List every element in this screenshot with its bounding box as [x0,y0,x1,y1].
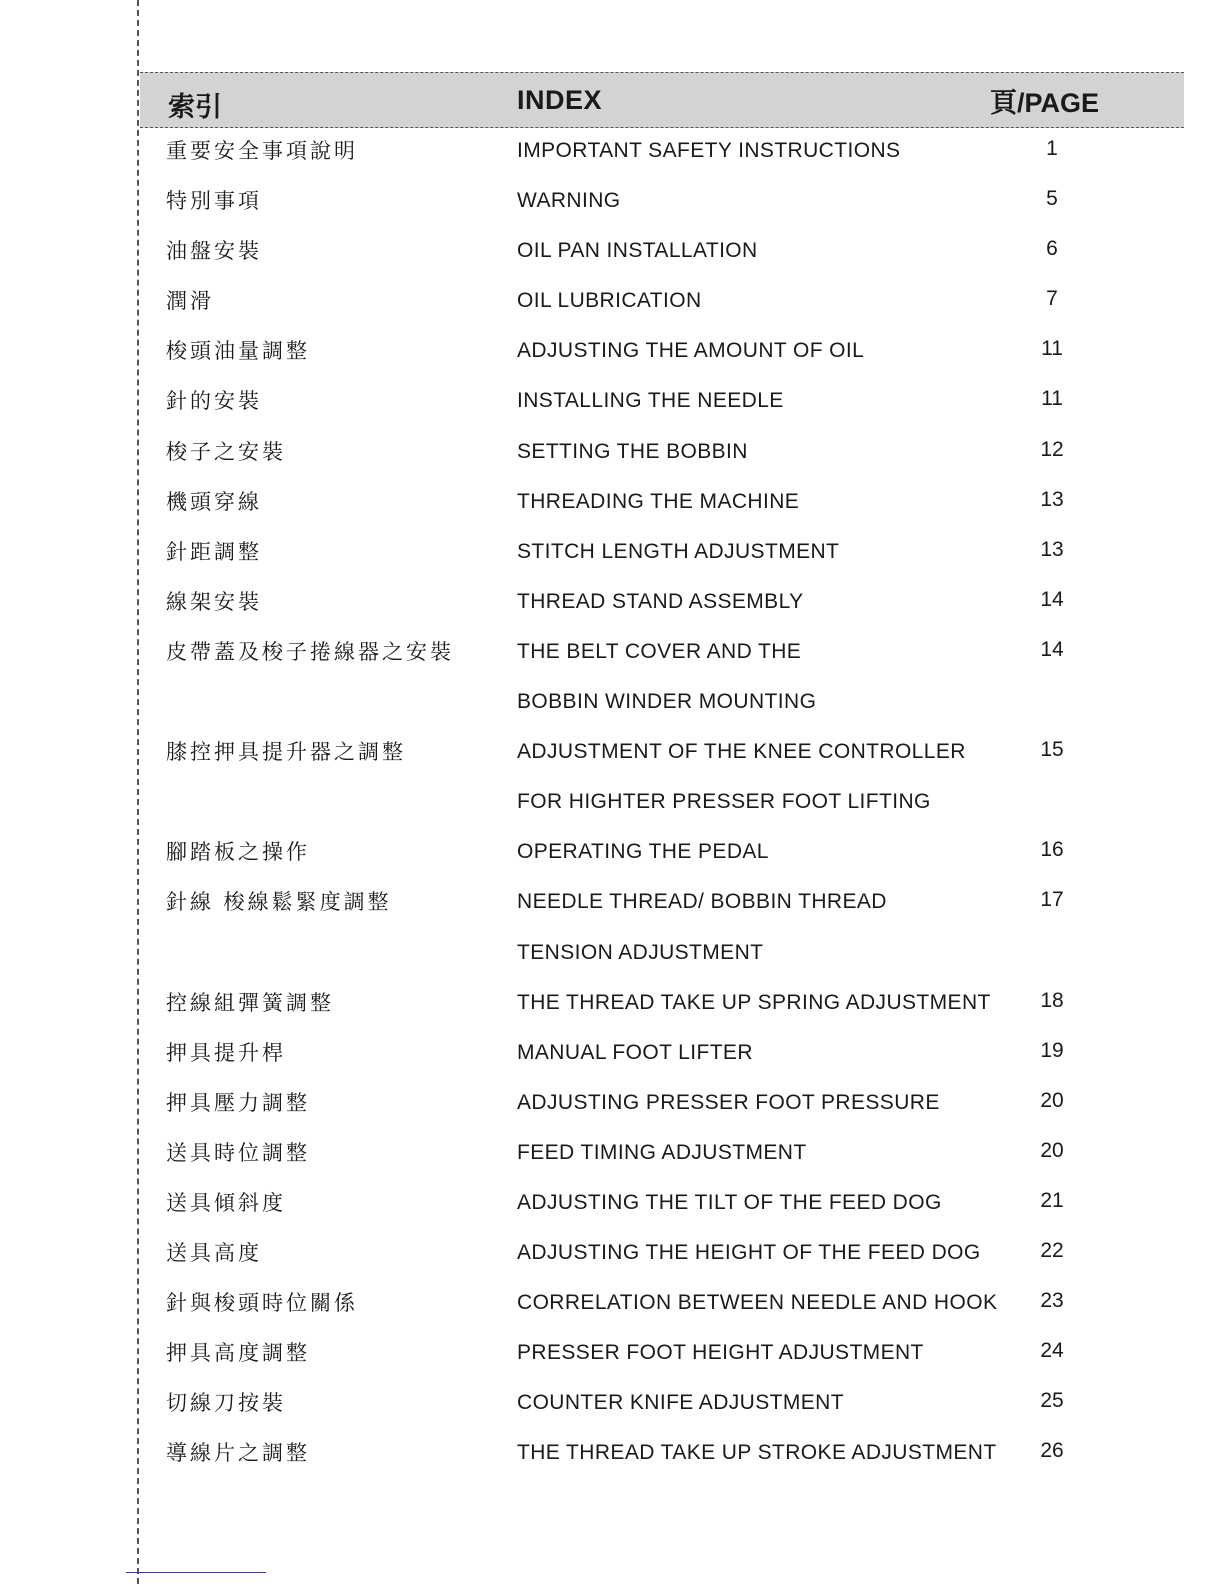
entry-page-number: 20 [1040,1088,1064,1112]
entry-chinese-title: 送具時位調整 [166,1140,310,1165]
entry-english-title: THE BELT COVER AND THE [517,639,802,663]
index-row [0,1439,1224,1489]
entry-english-title: FOR HIGHTER PRESSER FOOT LIFTING [517,790,931,814]
entry-chinese-title: 針距調整 [166,539,262,564]
entry-chinese-title: 膝控押具提升器之調整 [166,740,406,765]
entry-chinese-title: 送具傾斜度 [166,1190,286,1215]
entry-english-title: THE THREAD TAKE UP SPRING ADJUSTMENT [517,990,991,1014]
entry-page-number: 7 [1046,287,1058,311]
index-row [0,989,1224,1039]
entry-page-number: 21 [1040,1188,1064,1212]
header-english-title: INDEX [517,85,603,115]
entry-english-title: ADJUSTING THE TILT OF THE FEED DOG [517,1190,942,1214]
entry-page-number: 12 [1040,437,1064,461]
header-page-label: 頁/PAGE [990,88,1100,118]
index-row [0,1239,1224,1289]
entry-chinese-title: 針的安裝 [166,389,262,414]
index-row [0,137,1224,187]
entry-chinese-title: 梭子之安裝 [166,439,286,464]
entry-page-number: 15 [1040,738,1064,762]
entry-page-number: 5 [1046,187,1058,211]
entry-page-number: 14 [1040,587,1064,611]
entry-page-number: 20 [1040,1138,1064,1162]
entry-english-title: NEEDLE THREAD/ BOBBIN THREAD [517,890,887,914]
entry-page-number: 13 [1040,537,1064,561]
index-row [0,488,1224,538]
index-row [0,939,1224,989]
index-row [0,638,1224,688]
index-row [0,1139,1224,1189]
index-row [0,1289,1224,1339]
header-chinese-title: 索引 [168,92,222,123]
entry-english-title: STITCH LENGTH ADJUSTMENT [517,539,840,563]
entry-page-number: 17 [1040,888,1064,912]
entry-english-title: THE THREAD TAKE UP STROKE ADJUSTMENT [517,1441,997,1465]
entry-english-title: FEED TIMING ADJUSTMENT [517,1140,807,1164]
index-row [0,1189,1224,1239]
entry-english-title: OIL PAN INSTALLATION [517,239,758,263]
entry-english-title: OIL LUBRICATION [517,289,702,313]
entry-chinese-title: 皮帶蓋及梭子捲線器之安裝 [166,639,454,664]
index-row [0,838,1224,888]
entry-english-title: COUNTER KNIFE ADJUSTMENT [517,1391,844,1415]
entry-chinese-title: 針與梭頭時位關係 [166,1291,358,1316]
entry-chinese-title: 控線組彈簧調整 [166,990,334,1015]
entry-english-title: TENSION ADJUSTMENT [517,940,764,964]
index-row [0,1339,1224,1389]
entry-page-number: 6 [1046,237,1058,261]
entry-page-number: 11 [1041,337,1063,361]
entry-chinese-title: 特別事項 [166,189,262,214]
entry-chinese-title: 針線 梭線鬆緊度調整 [166,890,392,915]
entry-english-title: WARNING [517,189,621,213]
entry-chinese-title: 機頭穿線 [166,489,262,514]
footer-rule [126,1572,266,1573]
entry-english-title: CORRELATION BETWEEN NEEDLE AND HOOK [517,1291,998,1315]
index-row [0,187,1224,237]
entry-page-number: 23 [1040,1289,1064,1313]
entry-english-title: THREADING THE MACHINE [517,489,800,513]
index-row [0,438,1224,488]
entry-chinese-title: 線架安裝 [166,589,262,614]
entry-page-number: 14 [1040,637,1064,661]
entry-page-number: 1 [1046,137,1058,160]
entry-chinese-title: 押具壓力調整 [166,1090,310,1115]
entry-english-title: INSTALLING THE NEEDLE [517,389,784,413]
entry-chinese-title: 重要安全事項說明 [166,139,358,163]
entry-chinese-title: 導線片之調整 [166,1441,310,1466]
entry-english-title: SETTING THE BOBBIN [517,439,748,463]
entry-page-number: 26 [1040,1439,1064,1463]
entry-chinese-title: 腳踏板之操作 [166,840,310,865]
entry-chinese-title: 梭頭油量調整 [166,339,310,364]
entry-english-title: PRESSER FOOT HEIGHT ADJUSTMENT [517,1341,924,1365]
index-row [0,237,1224,287]
index-row [0,287,1224,337]
entry-page-number: 22 [1040,1239,1064,1263]
index-header [140,72,1184,128]
entry-chinese-title: 押具高度調整 [166,1341,310,1366]
index-row [0,738,1224,788]
index-row [0,788,1224,838]
index-row [0,538,1224,588]
entry-page-number: 25 [1040,1389,1064,1413]
index-row [0,1389,1224,1439]
index-row [0,688,1224,738]
entry-chinese-title: 押具提升桿 [166,1040,286,1065]
index-row [0,1039,1224,1089]
entry-page-number: 18 [1040,988,1064,1012]
entry-page-number: 19 [1040,1038,1064,1062]
index-row [0,387,1224,437]
index-list [0,137,1224,1490]
entry-english-title: ADJUSTMENT OF THE KNEE CONTROLLER [517,740,966,764]
index-row [0,888,1224,938]
entry-english-title: ADJUSTING THE AMOUNT OF OIL [517,339,865,363]
entry-chinese-title: 切線刀按裝 [166,1391,286,1416]
entry-chinese-title: 潤滑 [166,289,214,314]
entry-english-title: THREAD STAND ASSEMBLY [517,589,804,613]
entry-page-number: 24 [1040,1339,1064,1363]
entry-page-number: 16 [1040,838,1064,862]
entry-page-number: 13 [1040,487,1064,511]
entry-english-title: MANUAL FOOT LIFTER [517,1040,753,1064]
entry-page-number: 11 [1041,387,1063,411]
entry-chinese-title: 油盤安裝 [166,239,262,264]
index-row [0,588,1224,638]
index-row [0,337,1224,387]
entry-english-title: BOBBIN WINDER MOUNTING [517,690,817,714]
entry-english-title: ADJUSTING THE HEIGHT OF THE FEED DOG [517,1241,981,1265]
entry-english-title: IMPORTANT SAFETY INSTRUCTIONS [517,139,901,162]
entry-english-title: ADJUSTING PRESSER FOOT PRESSURE [517,1090,940,1114]
entry-chinese-title: 送具高度 [166,1241,262,1266]
index-row [0,1089,1224,1139]
entry-english-title: OPERATING THE PEDAL [517,840,769,864]
